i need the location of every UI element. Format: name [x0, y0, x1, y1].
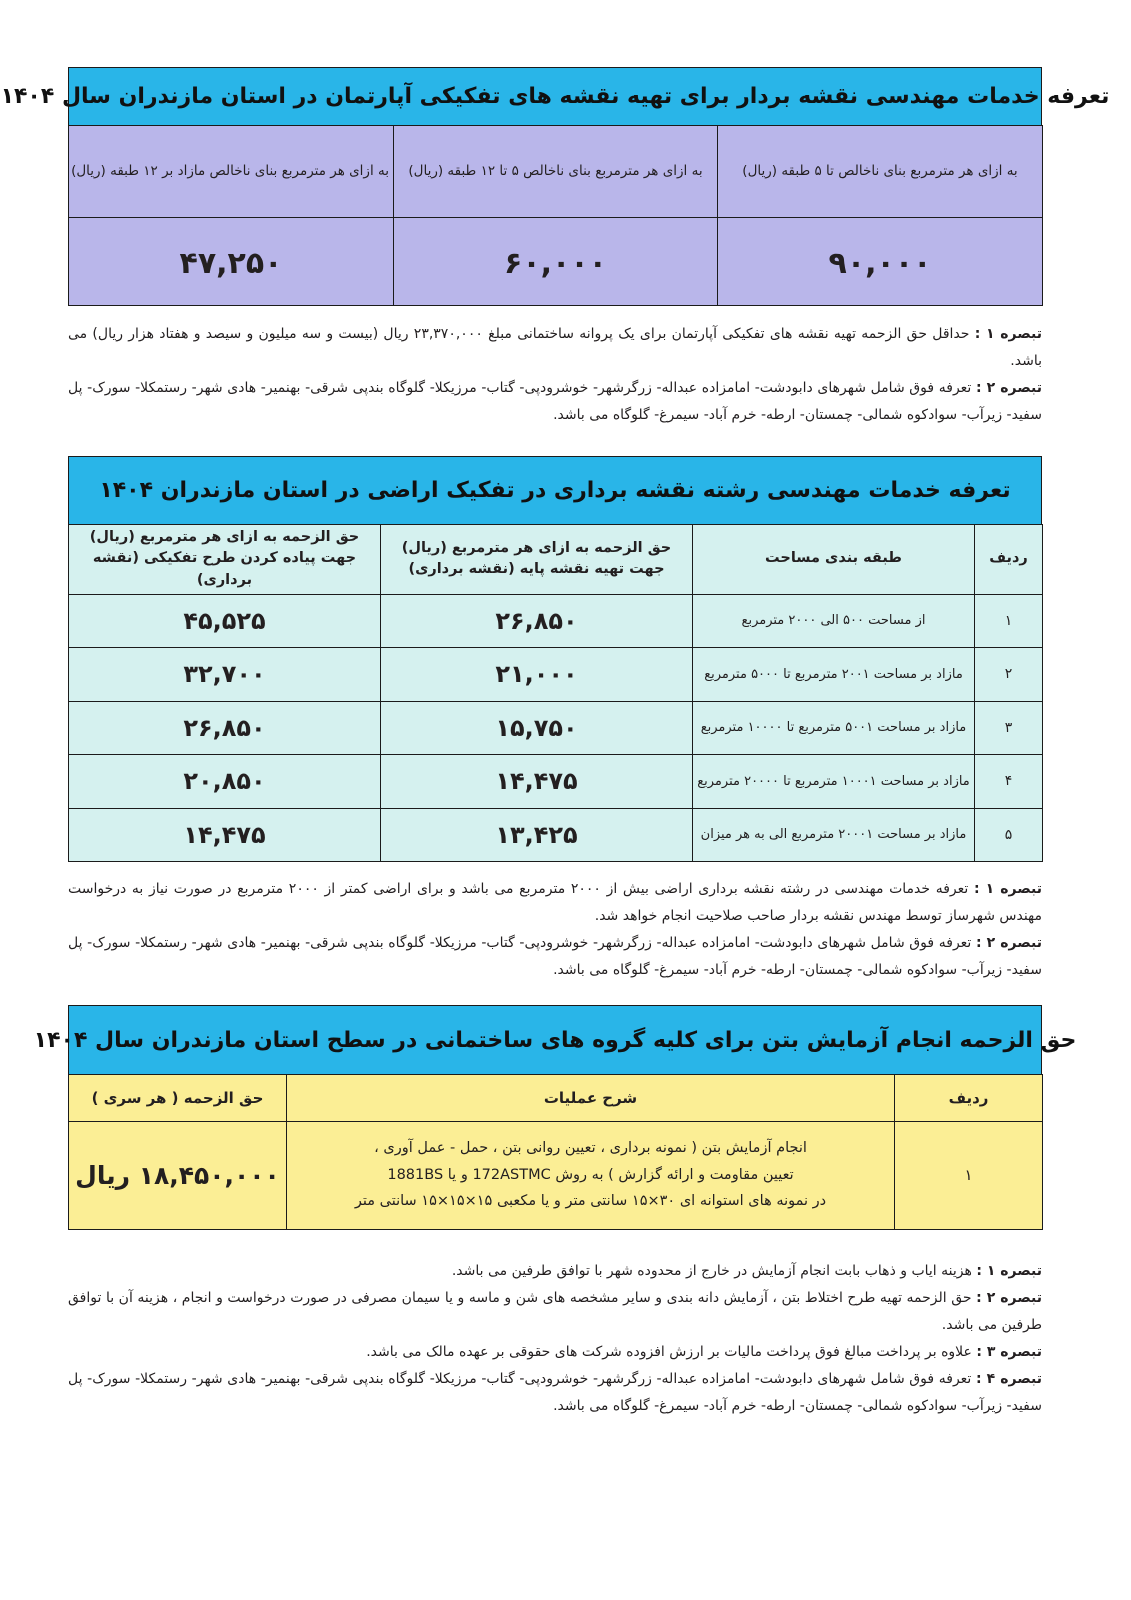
- row-number: ۲: [975, 648, 1043, 702]
- value-up-to-5-floors: ۹۰,۰۰۰: [718, 217, 1043, 305]
- header-fee-per-series: حق الزحمه ( هر سری ): [69, 1074, 287, 1121]
- table-row: [69, 755, 1043, 809]
- area-class: از مساحت ۵۰۰ الی ۲۰۰۰ مترمربع: [693, 594, 975, 648]
- table-row: [69, 808, 1043, 862]
- area-class: مازاد بر مساحت ۲۰۰۱ مترمربع تا ۵۰۰۰ مترمربع: [693, 648, 975, 702]
- base-map-fee: ۲۱,۰۰۰: [381, 648, 693, 702]
- base-map-fee: ۱۵,۷۵۰: [381, 701, 693, 755]
- section1-title: تعرفه خدمات مهندسی نقشه بردار برای تهیه نقشه های تفکیکی آپارتمان در استان مازندران سال ۱۴۰۴: [68, 67, 1042, 126]
- note-2: تبصره ۲ : تعرفه فوق شامل شهرهای دابودشت- امامزاده عبداله- زرگرشهر- خوشرودپی- گتاب- مرزیکلا- گلوگاه بندپی شرقی- بهنمیر- هادی شهر- رستمکلا- سورک- پل سفید- زیرآب- سوادکوه شمالی- چمستان- ارطه- خرم آباد- سیمرغ- گلوگاه می باشد.: [68, 935, 1043, 978]
- header-row-number: ردیف: [895, 1074, 1043, 1121]
- table-header-row: [69, 1074, 1043, 1121]
- land-subdivision-table: [68, 524, 1043, 863]
- row-number: ۴: [975, 755, 1043, 809]
- operations-line: انجام آزمایش بتن ( نمونه برداری ، تعیین روانی بتن ، حمل - عمل آوری ،: [374, 1139, 807, 1156]
- value-5-to-12-floors: ۶۰,۰۰۰: [394, 217, 718, 305]
- section-concrete-test-fee: [33, 1005, 1077, 1230]
- table-row: [69, 648, 1043, 702]
- area-class: مازاد بر مساحت ۲۰۰۰۱ مترمربع الی به هر میزان: [693, 808, 975, 862]
- header-area-class: طبقه بندی مساحت: [693, 524, 975, 594]
- note-2: تبصره ۲ : تعرفه فوق شامل شهرهای دابودشت- امامزاده عبداله- زرگرشهر- خوشرودپی- گتاب- مرزیکلا- گلوگاه بندپی شرقی- بهنمیر- هادی شهر- رستمکلا- سورک- پل سفید- زیرآب- سوادکوه شمالی- چمستان- ارطه- خرم آباد- سیمرغ- گلوگاه می باشد.: [68, 380, 1043, 423]
- section2-title: تعرفه خدمات مهندسی رشته نقشه برداری در تفکیک اراضی در استان مازندران ۱۴۰۴: [68, 456, 1042, 525]
- header-operations: شرح عملیات: [287, 1074, 895, 1121]
- base-map-fee: ۱۳,۴۲۵: [381, 808, 693, 862]
- table-header-row: [69, 125, 1043, 217]
- section2-notes: [68, 876, 1042, 984]
- section-land-subdivision-tariff: [68, 456, 1042, 862]
- table-row: [69, 594, 1043, 648]
- row-number: ۵: [975, 808, 1043, 862]
- operations-line: در نمونه های استوانه ای ۳۰×۱۵ سانتی متر و یا مکعبی ۱۵×۱۵×۱۵ سانتی متر: [354, 1193, 827, 1210]
- fee-per-series: ۱۸,۴۵۰,۰۰۰ ریال: [69, 1121, 287, 1229]
- table-header-row: [69, 524, 1043, 594]
- implementation-fee: ۱۴,۴۷۵: [69, 808, 381, 862]
- header-implementation-fee: حق الزحمه به ازای هر مترمربع (ریال) جهت پیاده کردن طرح تفکیکی (نقشه برداری): [69, 524, 381, 594]
- header-up-to-5-floors: به ازای هر مترمربع بنای ناخالص تا ۵ طبقه (ریال): [718, 125, 1043, 217]
- section1-notes: [68, 321, 1042, 429]
- note-1: تبصره ۱ : تعرفه خدمات مهندسی در رشته نقشه برداری اراضی بیش از ۲۰۰۰ مترمربع می باشد و برای اراضی کمتر از ۲۰۰۰ مترمربع در صورت نیاز به درخواست مهندس شهرساز توسط مهندس نقشه بردار صاحب صلاحیت انجام خواهد شد.: [68, 881, 1042, 924]
- section-apartment-survey-tariff: [0, 67, 1110, 306]
- section3-title: حق الزحمه انجام آزمایش بتن برای کلیه گروه های ساختمانی در سطح استان مازندران سال ۱۴۰۴: [68, 1005, 1042, 1075]
- table-row: [69, 217, 1043, 305]
- implementation-fee: ۲۰,۸۵۰: [69, 755, 381, 809]
- operations-line: تعیین مقاومت و ارائه گزارش ) به روش 172ASTMC و یا 1881BS: [387, 1166, 794, 1183]
- note-4: تبصره ۴ : تعرفه فوق شامل شهرهای دابودشت- امامزاده عبداله- زرگرشهر- خوشرودپی- گتاب- مرزیکلا- گلوگاه بندپی شرقی- بهنمیر- هادی شهر- رستمکلا- سورک- پل سفید- زیرآب- سوادکوه شمالی- چمستان- ارطه- خرم آباد- سیمرغ- گلوگاه می باشد.: [68, 1371, 1043, 1414]
- implementation-fee: ۳۲,۷۰۰: [69, 648, 381, 702]
- apartment-tariff-table: [68, 125, 1043, 306]
- row-number: ۱: [895, 1121, 1043, 1229]
- implementation-fee: ۴۵,۵۲۵: [69, 594, 381, 648]
- table-row: [69, 1121, 1043, 1229]
- value-over-12-floors: ۴۷,۲۵۰: [69, 217, 394, 305]
- header-base-map-fee: حق الزحمه به ازای هر مترمربع (ریال) جهت تهیه نقشه پایه (نقشه برداری): [381, 524, 693, 594]
- area-class: مازاد بر مساحت ۵۰۰۱ مترمربع تا ۱۰۰۰۰ مترمربع: [693, 701, 975, 755]
- table-row: [69, 701, 1043, 755]
- base-map-fee: ۱۴,۴۷۵: [381, 755, 693, 809]
- note-1: تبصره ۱ : حداقل حق الزحمه تهیه نقشه های تفکیکی آپارتمان برای یک پروانه ساختمانی مبلغ ۲۳,۳۷۰,۰۰۰ ریال (بیست و سه میلیون و سیصد و هفتاد هزار ریال) می باشد.: [68, 326, 1042, 369]
- row-number: ۱: [975, 594, 1043, 648]
- note-3: تبصره ۳ : علاوه بر پرداخت مبالغ فوق پرداخت مالیات بر ارزش افزوده شرکت های حقوقی بر عهده مالک می باشد.: [366, 1344, 1042, 1360]
- header-5-to-12-floors: به ازای هر مترمربع بنای ناخالص ۵ تا ۱۲ طبقه (ریال): [394, 125, 718, 217]
- note-1: تبصره ۱ : هزینه ایاب و ذهاب بابت انجام آزمایش در خارج از محدوده شهر با توافق طرفین می باشد.: [451, 1263, 1042, 1279]
- operations-description: [287, 1121, 895, 1229]
- note-2: تبصره ۲ : حق الزحمه تهیه طرح اختلاط بتن ، آزمایش دانه بندی و سایر مشخصه های شن و ماسه و یا سیمان مصرفی در صورت درخواست و انجام ، هزینه آن با توافق طرفین می باشد.: [68, 1290, 1042, 1333]
- implementation-fee: ۲۶,۸۵۰: [69, 701, 381, 755]
- base-map-fee: ۲۶,۸۵۰: [381, 594, 693, 648]
- area-class: مازاد بر مساحت ۱۰۰۰۱ مترمربع تا ۲۰۰۰۰ مترمربع: [693, 755, 975, 809]
- header-over-12-floors: به ازای هر مترمربع بنای ناخالص مازاد بر ۱۲ طبقه (ریال): [69, 125, 394, 217]
- row-number: ۳: [975, 701, 1043, 755]
- header-row-number: ردیف: [975, 524, 1043, 594]
- section3-notes: [68, 1258, 1042, 1420]
- concrete-test-table: [68, 1074, 1043, 1230]
